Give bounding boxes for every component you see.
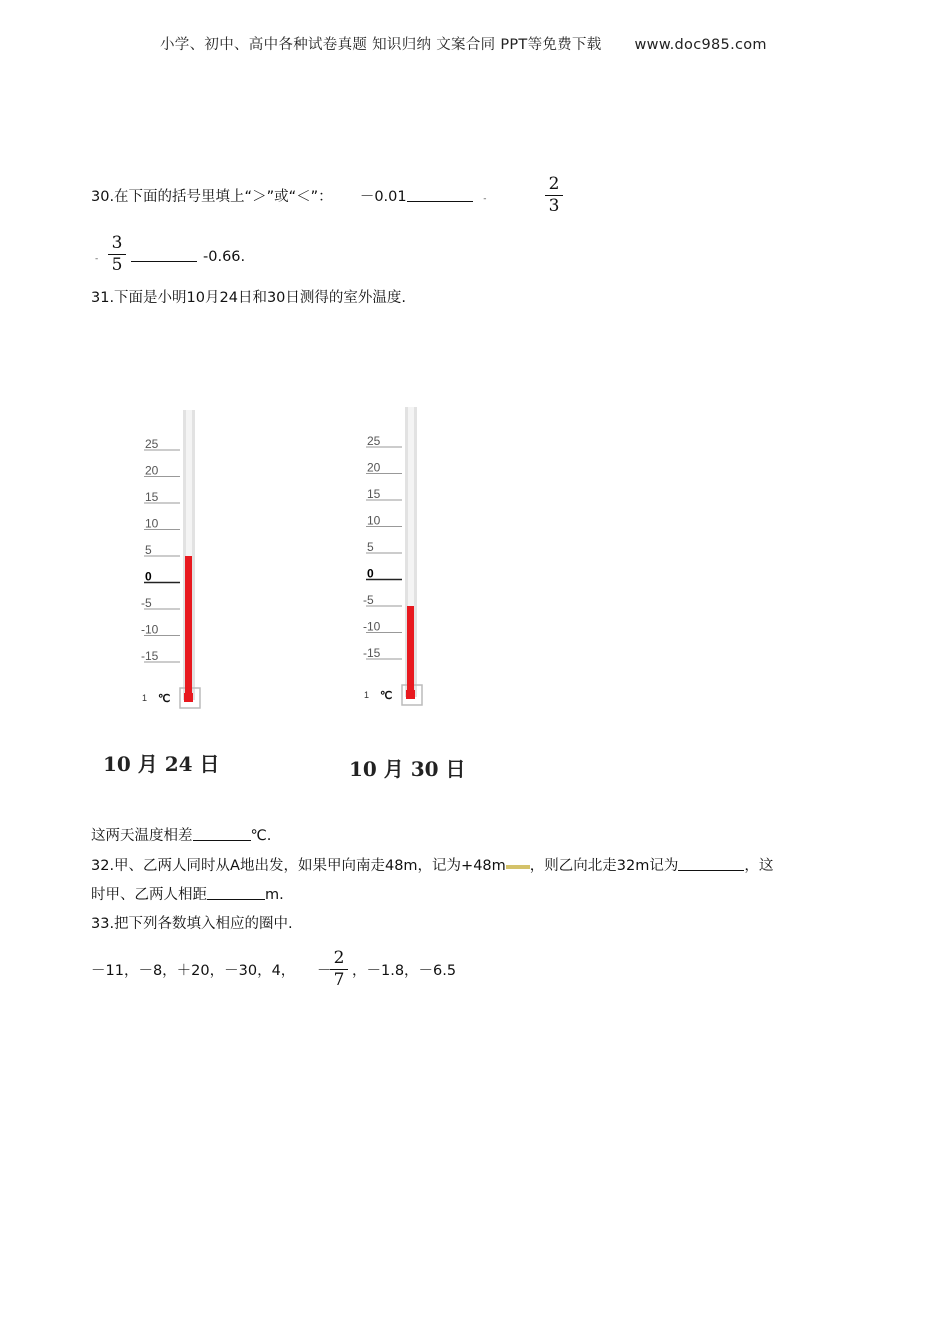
fraction-denominator: 5 [111, 255, 123, 275]
q33-numbers-b: ，－1.8，－6.5 [352, 963, 457, 979]
thermometer-date-1: 10 月 24 日 [103, 752, 220, 776]
header-site: www.doc985.com [634, 37, 767, 53]
unit-label: ℃ [158, 693, 171, 705]
mercury-bulb [184, 693, 193, 702]
q33-fraction [330, 949, 348, 990]
mercury-bulb [406, 690, 415, 699]
tick-label: -5 [141, 596, 152, 610]
question-30-line1 [91, 187, 486, 209]
unit-mark: 1 [364, 690, 370, 700]
question-31-answer [91, 826, 271, 846]
q31-answer-prefix: 这两天温度相差 [91, 828, 193, 844]
q30-neg-sign: - [483, 194, 487, 204]
highlight-mark [506, 865, 530, 869]
tick-label: 20 [367, 460, 381, 475]
tick-label: 5 [367, 540, 374, 554]
unit-mark: 1 [142, 693, 148, 703]
q32-blank-1[interactable] [678, 856, 744, 871]
q32-text-d: 时甲、乙两人相距 [91, 887, 207, 903]
tick-label: 0 [145, 569, 152, 584]
q30-fraction-2 [108, 234, 126, 275]
q30-blank-2[interactable] [131, 247, 197, 262]
tick-label: 20 [145, 463, 159, 478]
q31-answer-suffix: ℃. [250, 828, 272, 844]
fraction-numerator: 3 [111, 233, 123, 253]
fraction-denominator: 7 [333, 970, 345, 990]
unit-label: ℃ [380, 690, 393, 702]
page-header [160, 33, 767, 54]
q30-blank-1[interactable] [407, 187, 473, 202]
q31-blank[interactable] [193, 826, 251, 841]
tick-label: -15 [363, 646, 381, 660]
fraction-denominator: 3 [548, 196, 560, 216]
question-32-line1 [91, 856, 773, 876]
q32-text-b: ，则乙向北走32m记为 [529, 858, 679, 874]
tick-group [141, 437, 180, 663]
q30-prefix: 30.在下面的括号里填上“＞”或“＜”： [91, 189, 333, 205]
q33-neg-sign: － [317, 963, 332, 979]
mercury-column [407, 606, 414, 694]
tick-label: 0 [367, 566, 374, 581]
q32-text-a: 32.甲、乙两人同时从A地出发，如果甲向南走48m，记为+48m [91, 858, 506, 874]
tick-label: -10 [363, 619, 381, 634]
q30-value-b: -0.66. [203, 249, 246, 265]
tick-label: 25 [367, 434, 381, 448]
tick-label: 15 [367, 487, 381, 501]
q30-neg-sign-2: - [95, 254, 99, 264]
question-32-line2 [91, 885, 284, 905]
tick-label: 10 [367, 513, 381, 528]
q30-fraction-1 [545, 175, 563, 216]
question-33-text: 33.把下列各数填入相应的圈中. [91, 916, 293, 932]
question-31-text: 31.下面是小明10月24日和30日测得的室外温度. [91, 290, 407, 306]
tick-label: -15 [141, 649, 159, 663]
mercury-column [185, 556, 192, 697]
tick-label: 10 [145, 516, 159, 531]
q32-blank-2[interactable] [207, 885, 265, 900]
thermometer-oct24 [136, 405, 216, 710]
tick-group [363, 434, 402, 660]
header-text: 小学、初中、高中各种试卷真题 知识归纳 文案合同 PPT等免费下载 [160, 37, 602, 53]
tick-label: -5 [363, 593, 374, 607]
tick-label: -10 [141, 622, 159, 637]
q32-text-e: m. [265, 887, 284, 903]
tick-label: 15 [145, 490, 159, 504]
question-30-line2-rest [131, 247, 245, 267]
fraction-numerator: 2 [548, 174, 560, 194]
question-30-line2 [95, 247, 98, 269]
q33-numbers-a: －11，－8，＋20，－30，4， [91, 963, 296, 979]
q32-text-c: ，这 [744, 858, 774, 874]
tick-label: 5 [145, 543, 152, 557]
thermometer-oct30 [358, 402, 438, 707]
tick-label: 25 [145, 437, 159, 451]
fraction-numerator: 2 [333, 948, 345, 968]
q30-value-a: －0.01 [359, 189, 407, 205]
thermometer-date-2: 10 月 30 日 [349, 757, 466, 781]
